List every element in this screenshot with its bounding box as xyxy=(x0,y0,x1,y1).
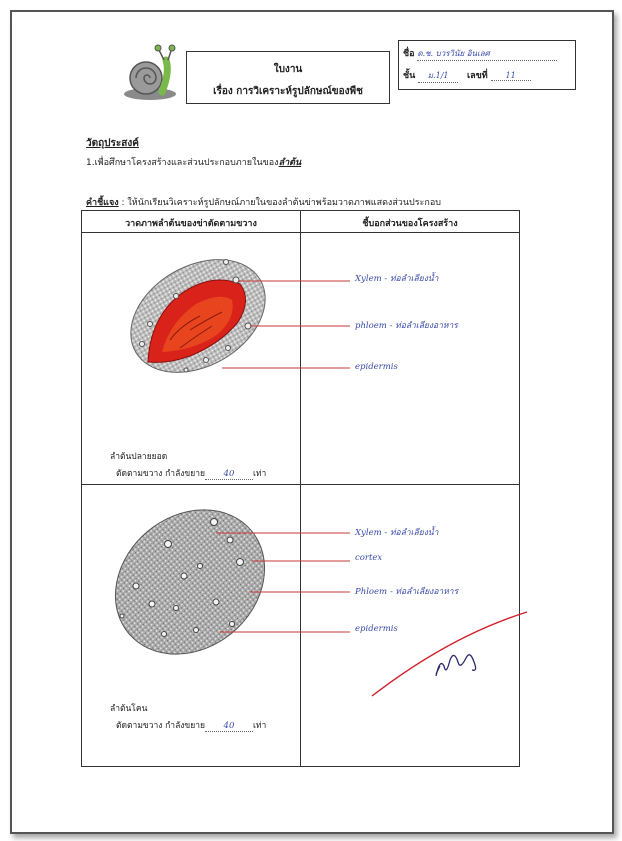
row1-mag-prefix: ตัดตามขวาง กำลังขยาย xyxy=(116,469,205,479)
class-value: ม.1/1 xyxy=(418,69,458,83)
page-title: ใบงาน xyxy=(273,64,303,75)
number-label: เลขที่ xyxy=(467,71,488,81)
row2-caption-name: ลำต้นโคน xyxy=(110,704,148,714)
objective-line: 1.เพื่อศึกษาโครงสร้างและส่วนประกอบภายในของ xyxy=(86,158,279,168)
row1-caption-name: ลำต้นปลายยอด xyxy=(110,452,168,462)
row2-mag-value: 40 xyxy=(205,721,253,732)
row1-mag-suffix: เท่า xyxy=(252,469,267,479)
upper-label-xylem: Xylem - ท่อลำเลียงน้ำ xyxy=(355,274,439,284)
col-header-drawing: วาดภาพลำต้นของข่าตัดตามขวาง xyxy=(125,219,257,229)
upper-label-phloem: phloem - ท่อลำเลียงอาหาร xyxy=(355,321,458,331)
lower-stem-cross-section xyxy=(86,480,293,684)
objective-heading: วัตถุประสงค์ xyxy=(86,138,139,149)
class-label: ชั้น xyxy=(403,71,416,81)
lower-label-cortex: cortex xyxy=(355,553,383,563)
name-value: ด.ช. บวรวินัย อินเลศ xyxy=(417,47,557,61)
lower-label-epidermis: epidermis xyxy=(355,624,398,634)
page-subtitle: เรื่อง การวิเคราะห์รูปลักษณ์ของพืช xyxy=(213,86,363,97)
upper-stem-cross-section xyxy=(111,237,286,396)
number-value: 11 xyxy=(491,71,531,81)
lower-label-phloem: Phloem - ท่อลำเลียงอาหาร xyxy=(355,587,459,597)
row2-mag-prefix: ตัดตามขวาง กำลังขยาย xyxy=(116,721,205,731)
name-label: ชื่อ xyxy=(403,49,415,59)
row2-mag-suffix: เท่า xyxy=(252,721,267,731)
upper-label-epidermis: epidermis xyxy=(355,362,398,372)
objective-emphasis: ลำต้น xyxy=(278,158,302,168)
instruction-label: คำชี้แจง xyxy=(86,198,119,208)
col-header-labels: ชี้บอกส่วนของโครงสร้าง xyxy=(362,219,458,229)
lower-label-xylem: Xylem - ท่อลำเลียงน้ำ xyxy=(355,528,439,538)
instruction-text: : ให้นักเรียนวิเคราะห์รูปลักษณ์ภายในของลำต้นข่าพร้อมวาดภาพแสดงส่วนประกอบ xyxy=(118,198,441,208)
row1-mag-value: 40 xyxy=(205,469,253,480)
